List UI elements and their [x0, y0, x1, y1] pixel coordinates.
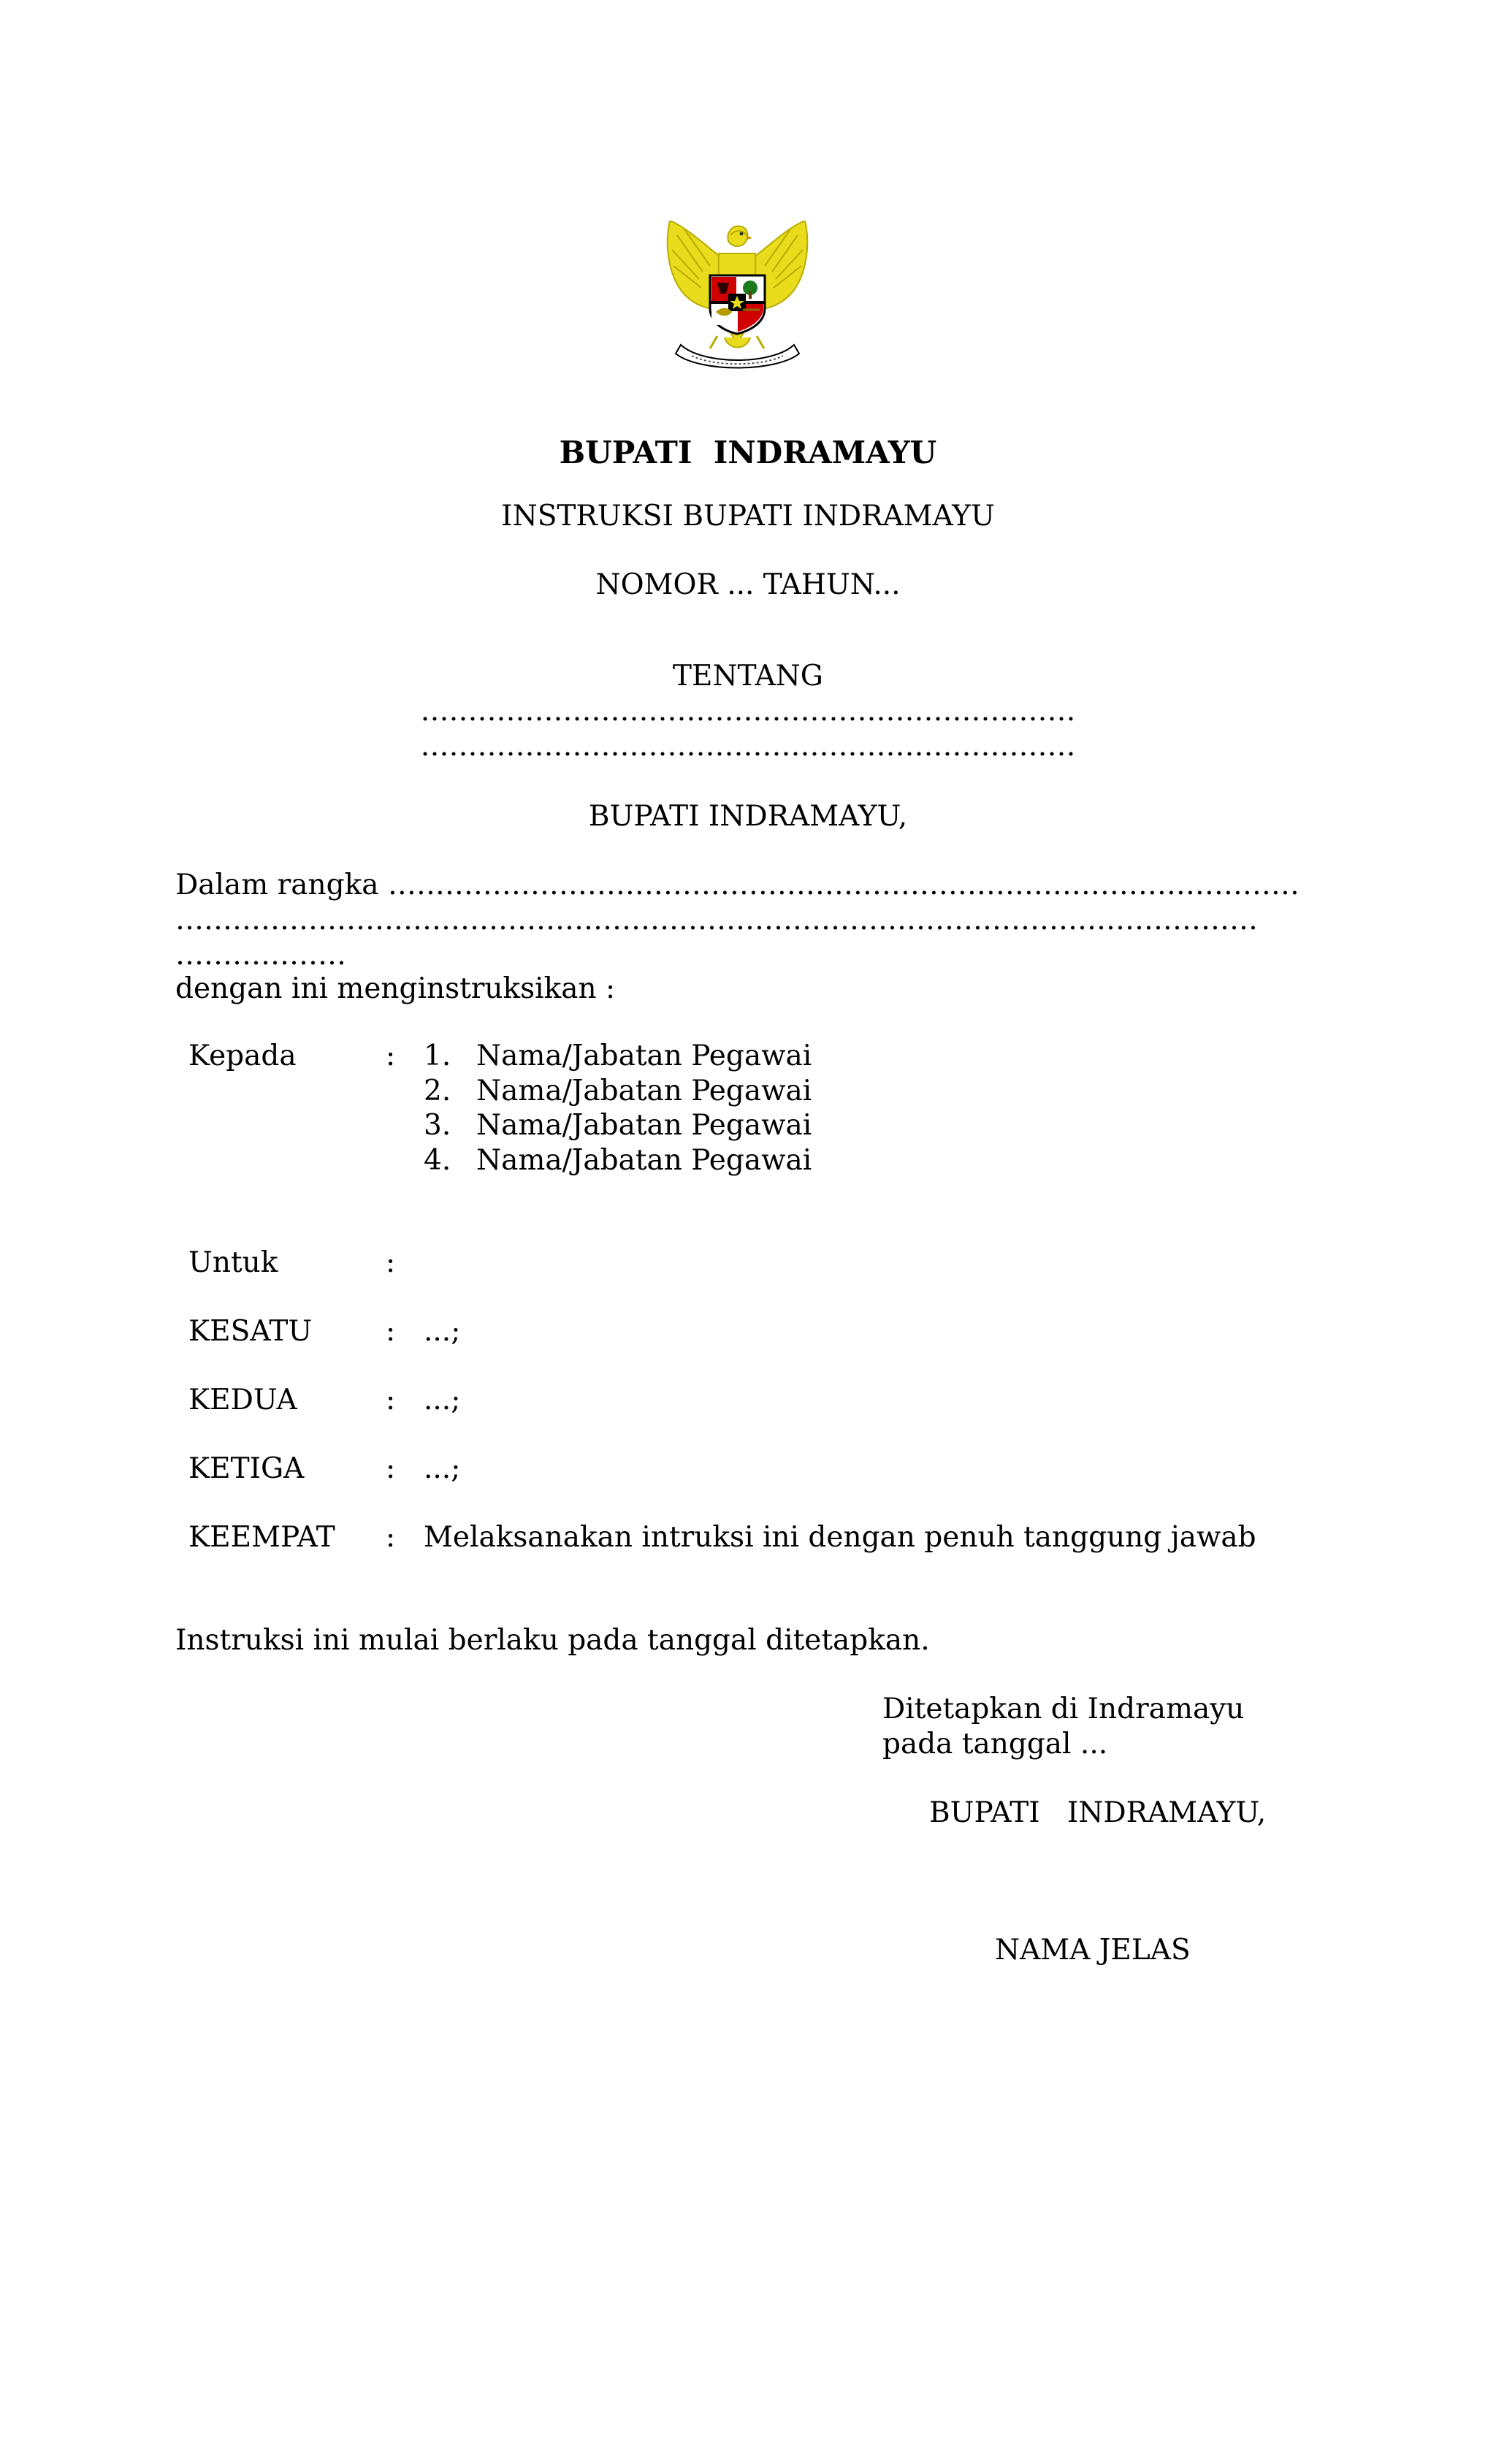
- instruction-label-kedua: KEDUA: [188, 1384, 297, 1416]
- instruction-colon: :: [386, 1384, 396, 1416]
- instruction-text: ...;: [424, 1452, 461, 1485]
- preamble-line-1: Dalam rangka ……………………………………………………………………………………: [175, 869, 1300, 901]
- signatory-name: NAMA JELAS: [995, 1934, 1191, 1967]
- recipient-number: 1.: [424, 1040, 451, 1072]
- instruction-label-untuk: Untuk: [188, 1246, 278, 1279]
- instruction-text: ...;: [424, 1315, 461, 1348]
- signature-date: pada tanggal ...: [882, 1728, 1108, 1761]
- instruction-text: ...;: [424, 1384, 461, 1416]
- kepada-colon: :: [386, 1040, 396, 1072]
- instruction-colon: :: [386, 1246, 396, 1279]
- instruction-label-keempat: KEEMPAT: [188, 1521, 335, 1554]
- about-placeholder-line-2: ……………………………………………………………: [420, 730, 1076, 763]
- instruction-label-kesatu: KESATU: [188, 1315, 313, 1348]
- preamble-line-4: dengan ini menginstruksikan :: [175, 972, 616, 1005]
- kepada-label: Kepada: [188, 1040, 297, 1072]
- closing-statement: Instruksi ini mulai berlaku pada tanggal ditetapkan.: [175, 1624, 930, 1657]
- instruction-label-ketiga: KETIGA: [188, 1452, 305, 1485]
- recipient-number: 2.: [424, 1075, 451, 1107]
- recipient-name: Nama/Jabatan Pegawai: [476, 1075, 812, 1107]
- recipient-number: 3.: [424, 1109, 451, 1142]
- document-subtitle: INSTRUKSI BUPATI INDRAMAYU: [501, 500, 995, 533]
- document-number: NOMOR ... TAHUN...: [595, 568, 901, 601]
- preamble-line-2: ……………………………………………………………………………………………………: [175, 904, 1258, 937]
- document-title: BUPATI INDRAMAYU: [559, 435, 937, 470]
- instruction-colon: :: [386, 1315, 396, 1348]
- recipient-name: Nama/Jabatan Pegawai: [476, 1109, 812, 1142]
- recipient-name: Nama/Jabatan Pegawai: [476, 1144, 812, 1177]
- instruction-colon: :: [386, 1521, 396, 1554]
- garuda-emblem-icon: [659, 221, 816, 374]
- about-heading: TENTANG: [673, 660, 823, 693]
- instruction-colon: :: [386, 1452, 396, 1485]
- instruction-text: Melaksanakan intruksi ini dengan penuh tanggung jawab: [424, 1521, 1256, 1554]
- recipient-name: Nama/Jabatan Pegawai: [476, 1040, 812, 1072]
- preamble-line-3: ………………: [175, 939, 346, 972]
- recipient-number: 4.: [424, 1144, 451, 1177]
- signature-place: Ditetapkan di Indramayu: [882, 1693, 1245, 1725]
- signature-office: BUPATI INDRAMAYU,: [929, 1796, 1267, 1829]
- issuer-heading: BUPATI INDRAMAYU,: [588, 800, 908, 833]
- about-placeholder-line-1: ……………………………………………………………: [420, 695, 1076, 728]
